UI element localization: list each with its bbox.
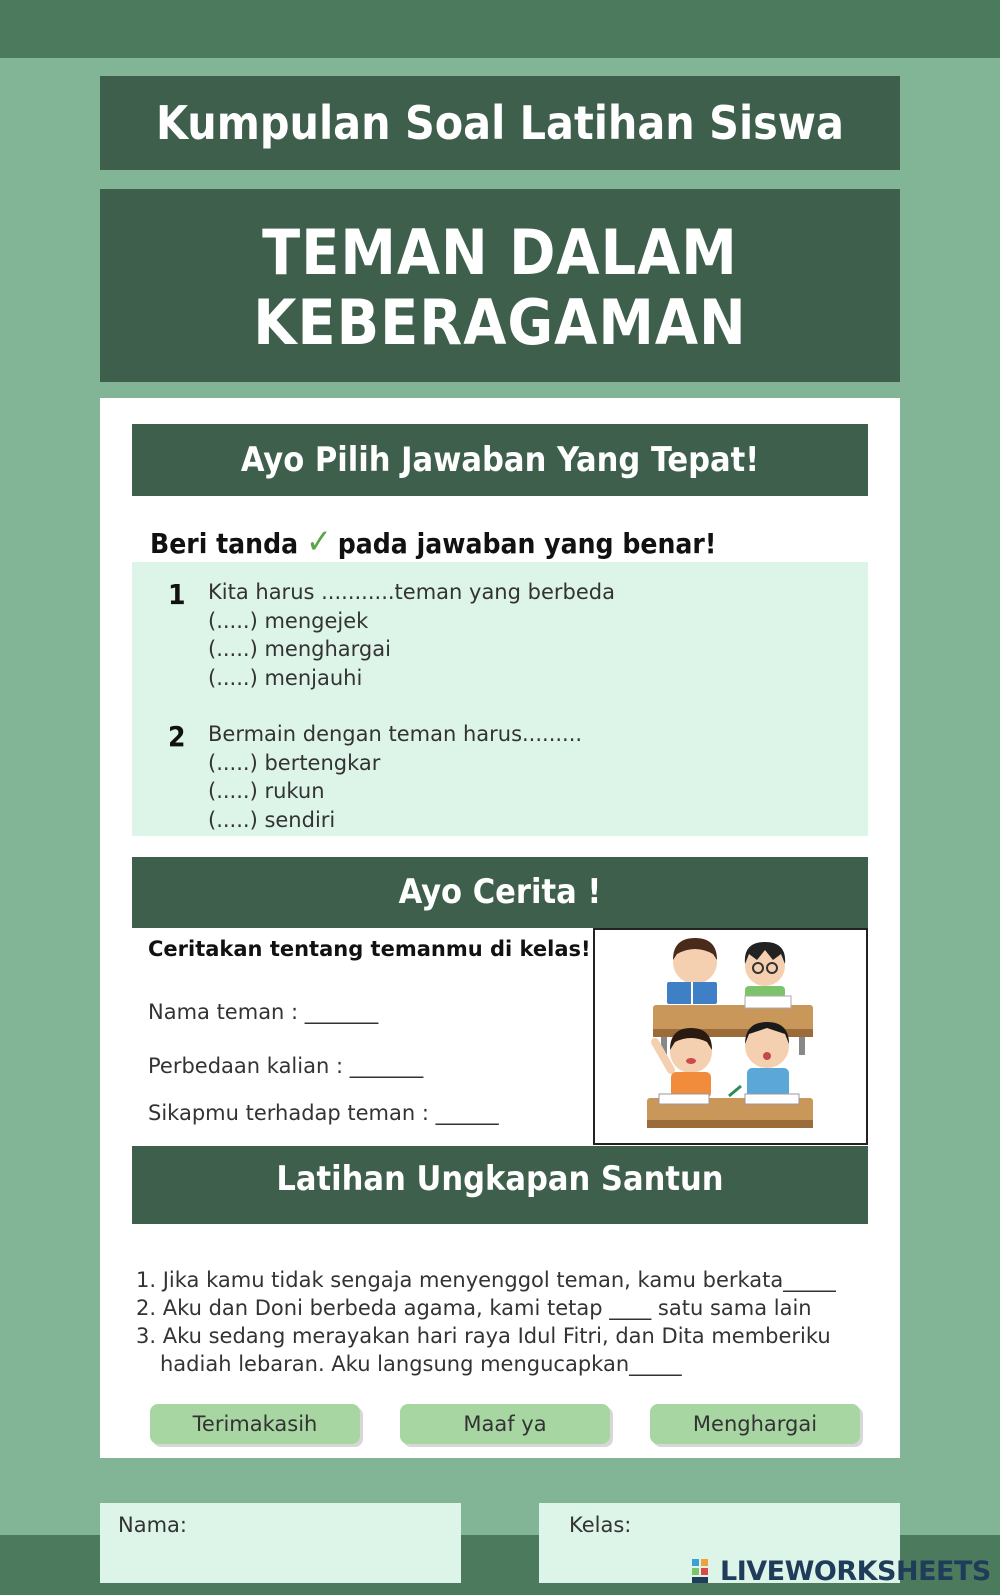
expression-item-1: 1. Jika kamu tidak sengaja menyenggol teman, kamu berkata_____ <box>136 1268 836 1292</box>
answer-option[interactable]: (.....) bertengkar <box>208 750 381 775</box>
expression-item-2: 2. Aku dan Doni berbeda agama, kami tetap ____ satu sama lain <box>136 1296 812 1320</box>
option-button-terimakasih[interactable]: Terimakasih <box>150 1404 360 1444</box>
subtitle-banner <box>100 76 900 170</box>
class-label: Kelas: <box>569 1513 632 1537</box>
option-button-maaf-ya[interactable]: Maaf ya <box>400 1404 610 1444</box>
title-line-2: KEBERAGAMAN <box>253 286 747 359</box>
section-heading-polite-expressions <box>132 1146 868 1224</box>
top-bar <box>0 0 1000 58</box>
brand-text: LIVEWORKSHEETS <box>720 1556 991 1587</box>
name-label: Nama: <box>118 1513 187 1537</box>
instruction-text-before: Beri tanda <box>150 527 299 560</box>
students-illustration-icon <box>595 930 866 1143</box>
option-button-menghargai[interactable]: Menghargai <box>650 1404 860 1444</box>
section-heading-text: Latihan Ungkapan Santun <box>276 1159 724 1199</box>
expression-item-3: 3. Aku sedang merayakan hari raya Idul Fitri, dan Dita memberiku <box>136 1324 831 1348</box>
answer-option[interactable]: (.....) sendiri <box>208 807 336 832</box>
question-number: 1 <box>168 578 186 611</box>
story-field-attitude[interactable]: Sikapmu terhadap teman : ______ <box>148 1101 499 1125</box>
question-body <box>208 720 808 834</box>
title-banner <box>100 189 900 382</box>
expression-item-3-continued: hadiah lebaran. Aku langsung mengucapkan_____ <box>160 1352 682 1376</box>
subtitle-text: Kumpulan Soal Latihan Siswa <box>156 96 844 150</box>
answer-option[interactable]: (.....) menjauhi <box>208 665 363 690</box>
answer-option[interactable]: (.....) menghargai <box>208 637 391 661</box>
checkmark-icon: ✓ <box>306 522 332 562</box>
question-text: Kita harus ...........teman yang berbeda <box>208 580 615 604</box>
story-prompt: Ceritakan tentang temanmu di kelas! <box>148 937 591 961</box>
instruction <box>150 522 716 562</box>
question-number: 2 <box>168 720 186 753</box>
name-field[interactable] <box>100 1503 461 1583</box>
liveworksheets-logo-icon <box>692 1559 718 1583</box>
answer-option[interactable]: (.....) mengejek <box>208 608 369 633</box>
question-body <box>208 578 808 692</box>
section-heading-text: Ayo Cerita ! <box>398 872 602 912</box>
story-field-differences[interactable]: Perbedaan kalian : _______ <box>148 1054 424 1078</box>
question-text: Bermain dengan teman harus......... <box>208 722 583 746</box>
instruction-text-after: pada jawaban yang benar! <box>337 527 717 560</box>
answer-option[interactable]: (.....) rukun <box>208 779 325 803</box>
section-heading-story <box>132 857 868 928</box>
section-heading-choose-answer <box>132 424 868 496</box>
students-classroom-illustration <box>593 928 868 1145</box>
section-heading-text: Ayo Pilih Jawaban Yang Tepat! <box>240 440 760 480</box>
liveworksheets-logo <box>692 1556 991 1587</box>
story-field-friend-name[interactable]: Nama teman : _______ <box>148 1000 379 1024</box>
title-line-1: TEMAN DALAM <box>262 216 738 289</box>
